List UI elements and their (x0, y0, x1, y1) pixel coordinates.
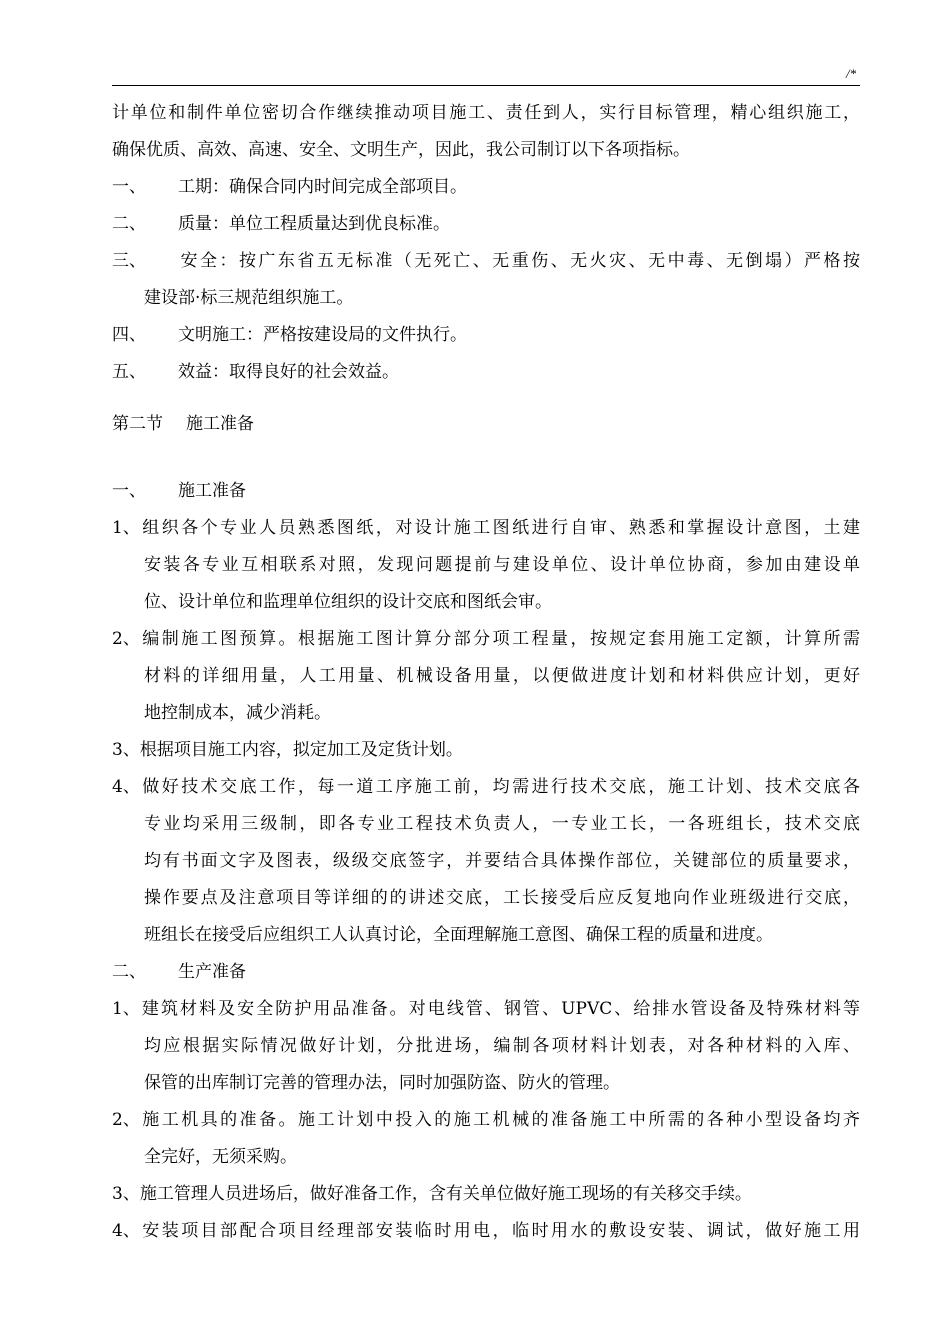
list-item-continuation: 均有书面文字及图表，级级交底签字，并要结合具体操作部位，关键部位的质量要求， (144, 851, 860, 871)
target-item (112, 206, 860, 243)
subsection-number: 二、 (112, 962, 146, 982)
list-item-continuation: 安装各专业互相联系对照，发现问题提前与建设单位、设计单位协商，参加由建设单 (144, 555, 860, 575)
list-item-text: 根据项目施工内容，拟定加工及定货计划。 (139, 740, 463, 760)
list-item-text: 做好技术交底工作，每一道工序施工前，均需进行技术交底，施工计划、技术交底各 (139, 777, 860, 797)
target-text: 质量：单位工程质量达到优良标准。 (178, 214, 450, 234)
list-item-continuation: 保管的出库制订完善的管理办法，同时加强防盗、防火的管理。 (144, 1073, 620, 1093)
list-item-continuation: 均应根据实际情况做好计划，分批进场，编制各项材料计划表，对各种材料的入库、 (144, 1036, 860, 1056)
target-number: 四、 (112, 325, 146, 345)
target-item (112, 243, 860, 280)
target-text: 文明施工：严格按建设局的文件执行。 (178, 325, 467, 345)
subsection-title: 施工准备 (178, 481, 246, 501)
target-item (112, 354, 860, 391)
list-item-continuation: 操作要点及注意项目等详细的的讲述交底，工长接受后应反复地向作业班级进行交底， (144, 888, 860, 908)
list-item-continuation: 地控制成本，减少消耗。 (144, 703, 331, 723)
list-item-text: 组织各个专业人员熟悉图纸，对设计施工图纸进行自审、熟悉和掌握设计意图，土建 (139, 518, 860, 538)
subsection-heading (112, 473, 860, 510)
list-item (112, 1102, 860, 1139)
list-item-number: 4、 (112, 1221, 140, 1241)
target-number: 二、 (112, 214, 146, 234)
target-text: 效益：取得良好的社会效益。 (178, 362, 399, 382)
page-header-mark: /* (846, 66, 857, 81)
target-item (112, 169, 860, 206)
list-item-continuation: 全完好，无须采购。 (144, 1147, 297, 1167)
list-item-text: 施工管理人员进场后，做好准备工作，含有关单位做好施工现场的有关移交手续。 (139, 1184, 752, 1204)
target-text: 安全：按广东省五无标准（无死亡、无重伤、无火灾、无中毒、无倒塌）严格按 (178, 251, 860, 271)
subsection-number: 一、 (112, 481, 146, 501)
list-item (112, 621, 860, 658)
list-item-number: 2、 (112, 1110, 140, 1130)
list-item (112, 732, 860, 769)
document-body (112, 95, 860, 1250)
list-item-text: 编制施工图预算。根据施工图计算分部分项工程量，按规定套用施工定额，计算所需 (139, 629, 860, 649)
list-item-continuation: 位、设计单位和监理单位组织的设计交底和图纸会审。 (144, 592, 552, 612)
intro-line: 确保优质、高效、高速、安全、文明生产，因此，我公司制订以下各项指标。 (112, 140, 690, 160)
subsection-heading (112, 954, 860, 991)
list-item (112, 991, 860, 1028)
list-item-number: 2、 (112, 629, 140, 649)
list-item-continuation: 材料的详细用量，人工用量、机械设备用量，以便做进度计划和材料供应计划，更好 (144, 666, 860, 686)
intro-line: 计单位和制件单位密切合作继续推动项目施工、责任到人，实行目标管理，精心组织施工， (112, 103, 860, 123)
section-title: 施工准备 (186, 414, 254, 434)
list-item-number: 3、 (112, 740, 140, 760)
list-item (112, 769, 860, 806)
list-item-number: 1、 (112, 999, 140, 1019)
list-item-number: 4、 (112, 777, 140, 797)
target-continuation: 建设部·标三规范组织施工。 (144, 288, 354, 308)
target-text: 工期：确保合同内时间完成全部项目。 (178, 177, 467, 197)
target-item (112, 317, 860, 354)
target-number: 一、 (112, 177, 146, 197)
list-item-continuation: 班组长在接受后应组织工人认真讨论，全面理解施工意图、确保工程的质量和进度。 (144, 925, 773, 945)
subsection-title: 生产准备 (178, 962, 246, 982)
list-item-number: 1、 (112, 518, 140, 538)
list-item (112, 510, 860, 547)
section-number: 第二节 (112, 414, 163, 434)
list-item-text: 安装项目部配合项目经理部安装临时用电，临时用水的敷设安装、调试，做好施工用 (139, 1221, 860, 1241)
target-number: 五、 (112, 362, 146, 382)
header-rule (112, 85, 860, 86)
list-item-number: 3、 (112, 1184, 140, 1204)
list-item-text: 建筑材料及安全防护用品准备。对电线管、钢管、UPVC、给排水管设备及特殊材料等 (139, 999, 860, 1019)
section-heading (112, 406, 860, 443)
list-item-text: 施工机具的准备。施工计划中投入的施工机械的准备施工中所需的各种小型设备均齐 (139, 1110, 860, 1130)
target-number: 三、 (112, 251, 146, 271)
list-item-continuation: 专业均采用三级制，即各专业工程技术负责人，一专业工长，一各班组长，技术交底 (144, 814, 860, 834)
list-item (112, 1213, 860, 1250)
list-item (112, 1176, 860, 1213)
